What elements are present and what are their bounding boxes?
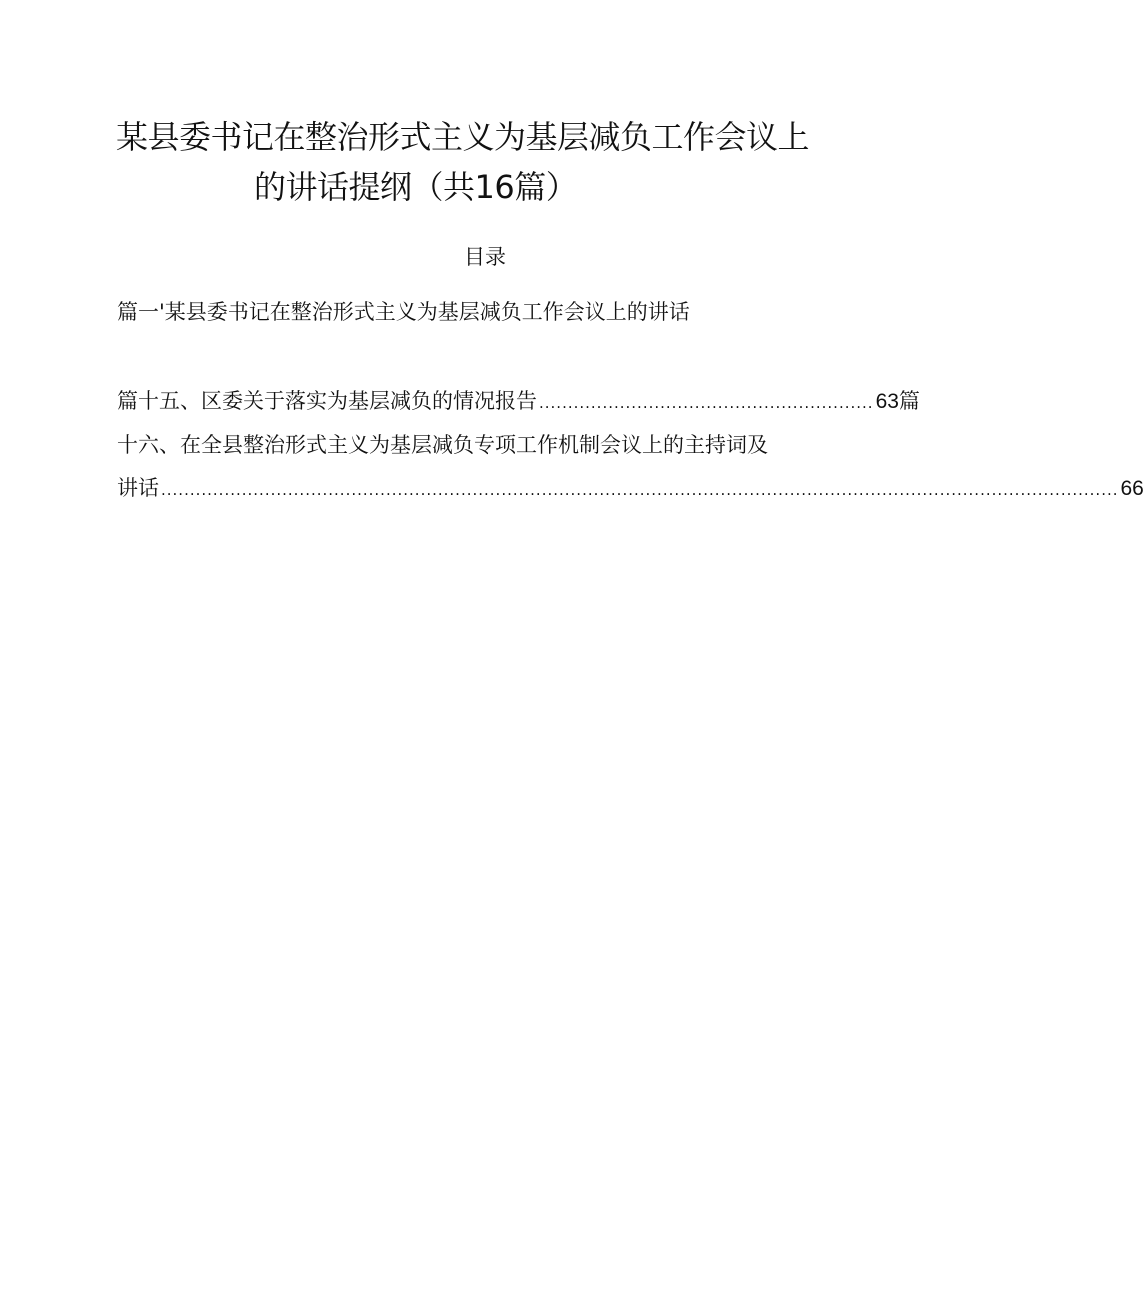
toc-entry[interactable] <box>117 386 920 418</box>
toc-entry-text: 篇一'某县委书记在整治形式主义为基层减负工作会议上的讲话 <box>117 300 690 324</box>
toc-dot-leader: ...................................................................................................................................................................... <box>161 481 1119 499</box>
toc-entry[interactable] <box>117 297 690 327</box>
toc-entry[interactable] <box>117 430 768 460</box>
title-line-1: 某县委书记在整治形式主义为基层减负工作会议上 <box>116 118 810 156</box>
toc-heading: 目录 <box>464 245 506 269</box>
document-title <box>100 112 840 212</box>
toc-entry-text: 十六、在全县整治形式主义为基层减负专项工作机制会议上的主持词及 <box>117 433 768 457</box>
toc-dot-leader: .......................................................... <box>539 394 874 412</box>
toc-entry-text: 篇十五、区委关于落实为基层减负的情况报告 <box>117 389 537 413</box>
toc-entry[interactable] <box>117 473 1144 505</box>
title-line-2: 的讲话提纲（共16篇） <box>254 168 578 206</box>
toc-page-number: 66 <box>1120 477 1144 500</box>
toc-page-number: 63篇 <box>875 390 920 413</box>
toc-entry-text: 讲话 <box>117 476 159 500</box>
